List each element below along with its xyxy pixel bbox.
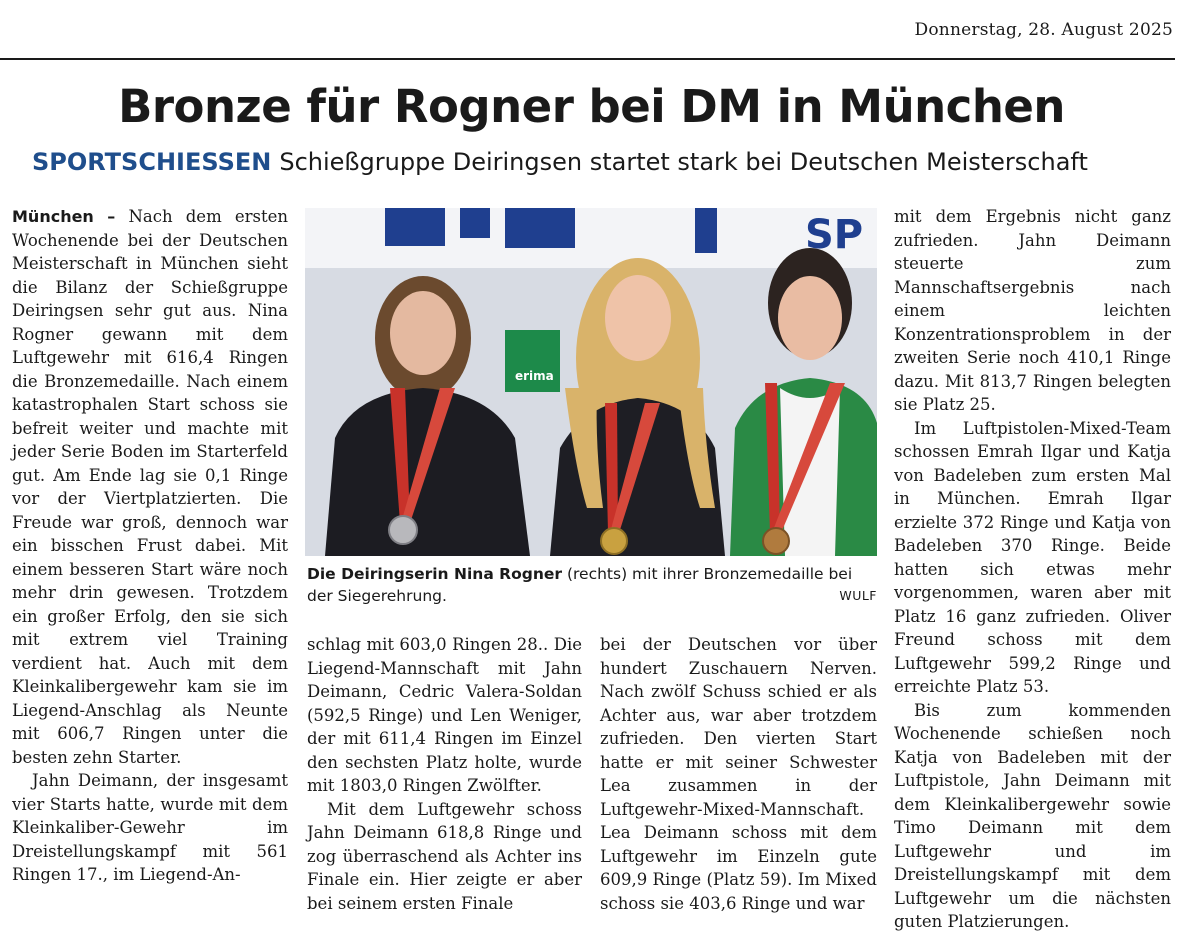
paragraph: Im Luftpistolen-Mixed-Team schossen Emrah Ilgar und Katja von Badeleben zum ersten Mal in München. Emrah Ilgar erzielte 372 Ringe und Katja von Badeleben 370 Ringe. Beide hatten sich etwas mehr vorgenommen, waren aber mit Platz 16 ganz zufrieden. Oliver Freund schoss mit dem Luftgewehr 599,2 Ringe und erreichte Platz 53. <box>894 418 1171 696</box>
paragraph <box>12 205 288 769</box>
section-kicker: SPORTSCHIESSEN <box>32 148 272 176</box>
caption-bold: Die Deiringserin Nina Rogner <box>307 565 563 583</box>
caption-text: (rechts) mit ihrer Bronzemedaille bei der Siegerehrung. <box>307 565 853 605</box>
article-column-3 <box>600 633 877 915</box>
photo-caption <box>307 563 877 607</box>
paragraph: mit dem Ergebnis nicht ganz zufrieden. Jahn Deimann steuerte zum Mannschaftsergebnis nach einem leichten Konzentrationsproblem in der zweiten Serie noch 410,1 Ringe dazu. Mit 813,7 Ringen belegten sie Platz 25. <box>894 207 1171 414</box>
award-ceremony-photo <box>305 208 877 556</box>
banner-text: SP <box>805 212 864 258</box>
paragraph: Bis zum kommenden Wochenende schießen noch Katja von Badeleben mit der Luftpistole, Jahn Deimann mit dem Kleinkalibergewehr sowie Timo Deimann mit dem Luftgewehr und im Dreistellungskampf mit dem Luftgewehr um die nächsten guten Platzierungen. <box>894 700 1171 931</box>
sponsor-logo-text: erima <box>515 369 554 383</box>
article-headline: Bronze für Rogner bei DM in München <box>118 80 1065 133</box>
header-rule <box>0 58 1175 60</box>
article-subheadline <box>32 148 1182 176</box>
paragraph-text: Nach dem ersten Wochenende bei der Deutschen Meisterschaft in München sieht die Bilanz der Schießgruppe Deiringsen sehr gut aus. Nina Rogner gewann mit dem Luftgewehr mit 616,4 Ringen die Bronzemedaille. Nach einem katastrophalen Start schoss sie befreit weiter und machte mit jeder Serie Boden im Starterfeld gut. Am Ende lag sie 0,1 Ringe vor der Viertplatzierten. Die Freude war groß, dennoch war ein bisschen Frust dabei. Mit einem besseren Start wäre noch mehr drin gewesen. Trotzdem ein großer Erfolg, den sie sich mit extrem viel Training verdient hat. Auch mit dem Kleinkalibergewehr kam sie im Liegend-Anschlag als Neunte mit 606,7 Ringen unter die besten zehn Starter. <box>12 207 289 767</box>
paragraph: Mit dem Luftgewehr schoss Jahn Deimann 618,8 Ringe und zog überraschend als Achter ins Finale ein. Hier zeigte er aber bei seinem ersten Finale <box>307 799 582 913</box>
article-column-4 <box>894 205 1171 934</box>
article-column-1 <box>12 205 288 887</box>
paragraph: schlag mit 603,0 Ringen 28.. Die Liegend-Mannschaft mit Jahn Deimann, Cedric Valera-Soldan (592,5 Ringe) und Len Weniger, der mit 611,4 Ringen im Einzel den sechsten Platz holte, wurde mit 1803,0 Ringen Zwölfter. <box>307 635 582 795</box>
photo-credit: WULF <box>839 588 877 603</box>
article-column-2 <box>307 633 582 915</box>
paragraph: bei der Deutschen vor über hundert Zuschauern Nerven. Nach zwölf Schuss schied er als Achter aus, war aber trotzdem zufrieden. Den vierten Start hatte er mit seiner Schwester Lea zusammen in der Luftgewehr-Mixed-Mannschaft. Lea Deimann schoss mit dem Luftgewehr im Einzeln gute 609,9 Ringe (Platz 59). Im Mixed schoss sie 403,6 Ringe und war <box>600 635 877 913</box>
issue-date: Donnerstag, 28. August 2025 <box>914 20 1173 40</box>
paragraph: Jahn Deimann, der insgesamt vier Starts hatte, wurde mit dem Kleinkaliber-Gewehr im Dreistellungskampf mit 561 Ringen 17., im Liegend-An- <box>12 771 288 884</box>
place-dateline: München – <box>12 207 116 226</box>
subheadline-text: Schießgruppe Deiringsen startet stark bei Deutschen Meisterschaft <box>279 148 1088 176</box>
